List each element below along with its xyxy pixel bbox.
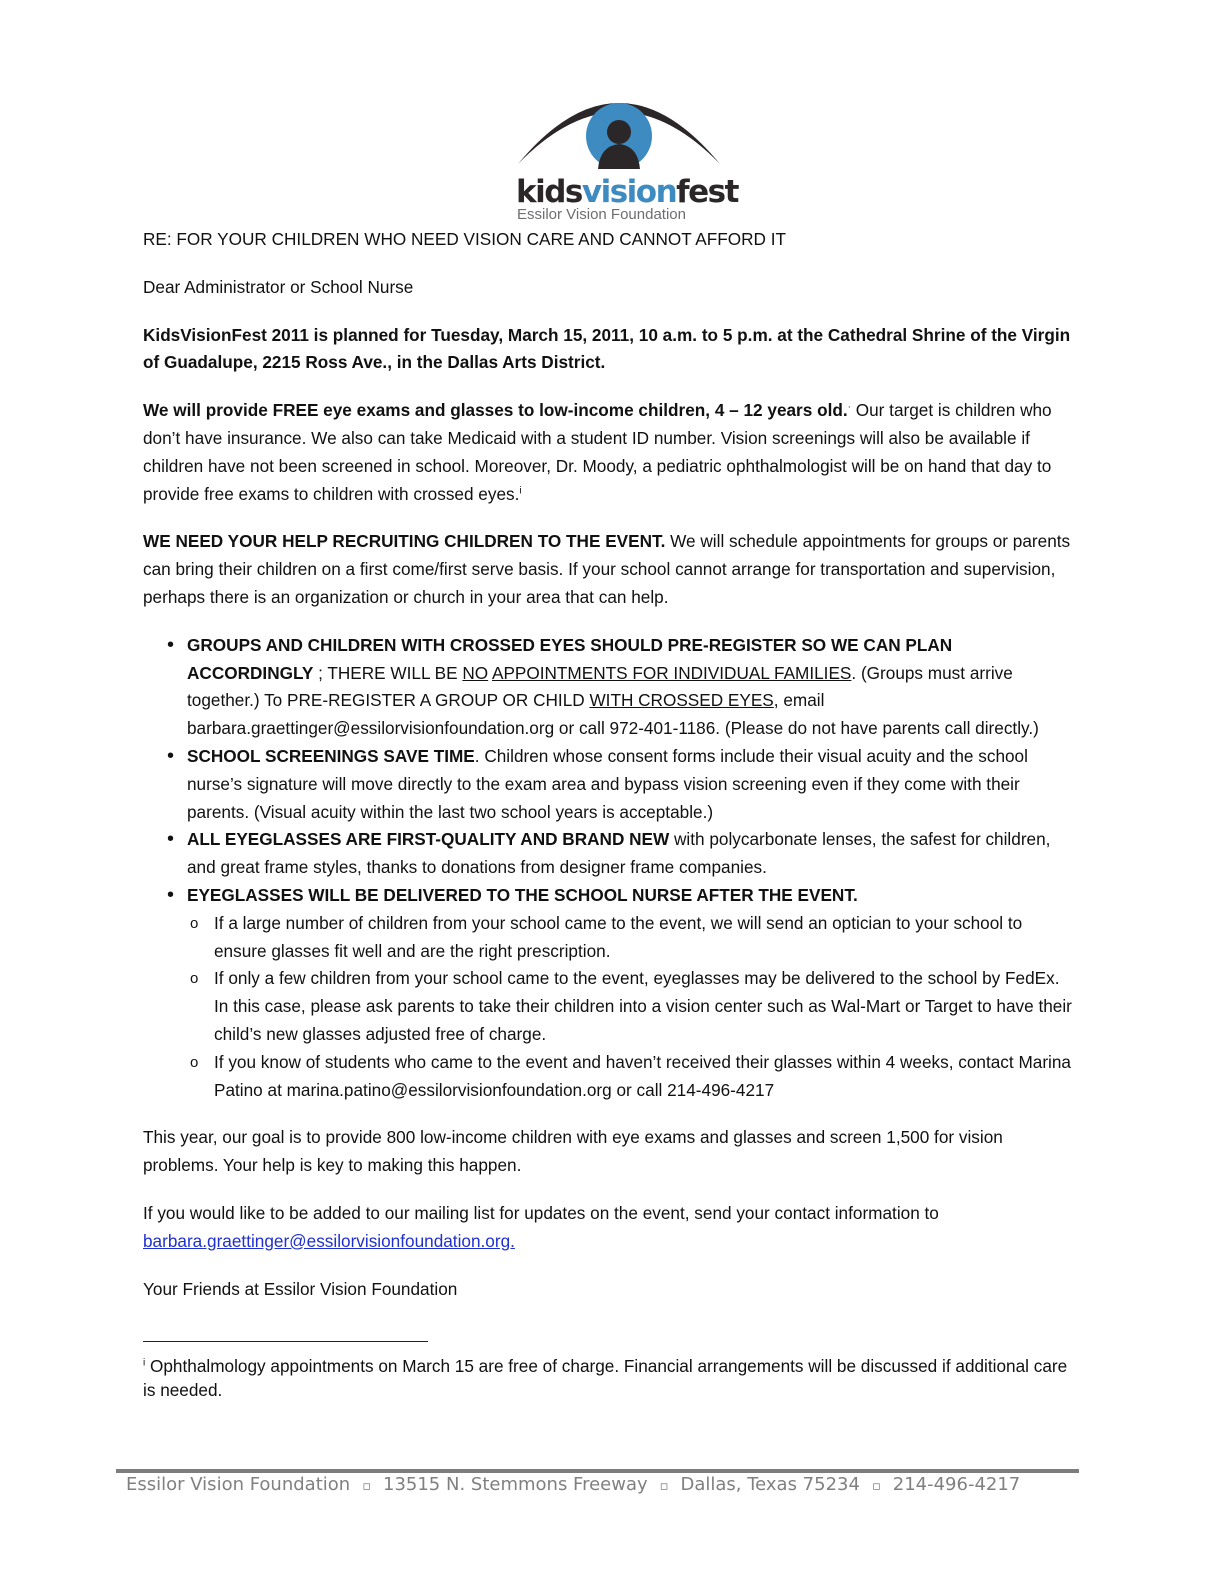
footnote-divider [143, 1341, 428, 1342]
preregister-underline-appointments: APPOINTMENTS FOR INDIVIDUAL FAMILIES [491, 662, 852, 683]
footer-separator: ▫ [362, 1479, 371, 1494]
footer-divider [116, 1469, 1079, 1473]
mailing-paragraph [143, 1200, 1078, 1256]
event-paragraph [143, 322, 1078, 378]
logo-text-vision: vision [581, 174, 677, 210]
mailing-text: If you would like to be added to our mailing list for updates on the event, send your contact information to [143, 1202, 939, 1223]
sublist-item: o If you know of students who came to the event and haven’t received their glasses within 4 weeks, contact Marina Patino at marina.patino@essilorvisionfoundation.org or call 214-496-4217 [187, 1049, 1078, 1105]
letter-body [143, 226, 1078, 1323]
footnote-text: Ophthalmology appointments on March 15 are free of charge. Financial arrangements will be discussed if additional care is needed. [143, 1356, 1068, 1400]
goal-paragraph: This year, our goal is to provide 800 low-income children with eye exams and glasses and screen 1,500 for vision problems. Your help is key to making this happen. [143, 1127, 1003, 1176]
eyeglasses-quality-lead: ALL EYEGLASSES ARE FIRST-QUALITY AND BRAND NEW [187, 829, 670, 850]
logo-text-kids: kids [516, 174, 582, 210]
logo-text-fest: fest [676, 174, 738, 210]
re-line: RE: FOR YOUR CHILDREN WHO NEED VISION CARE AND CANNOT AFFORD IT [143, 229, 787, 249]
help-lead: WE NEED YOUR HELP RECRUITING CHILDREN TO THE EVENT. [143, 531, 666, 552]
help-text: We will schedule appointments for groups or parents can bring their children on a first come/first serve basis. If your school cannot arrange for transportation and supervision, perhaps there is an organization or church in your area that can help. [143, 531, 1071, 607]
logo-head [607, 120, 631, 144]
delivery-lead: EYEGLASSES WILL BE DELIVERED TO THE SCHOOL NURSE AFTER THE EVENT. [187, 884, 858, 905]
logo-tagline: Essilor Vision Foundation [517, 206, 686, 223]
raised-dot: · [847, 401, 851, 413]
free-exams-text: Our target is children who don’t have insurance. We also can take Medicaid with a student ID number. Vision screenings will also be available if children have not been screened in school. Moreover, Dr. Moody, a pediatric ophthalmologist will be on hand that day to provide free exams to children with crossed eyes. [143, 400, 1052, 504]
preregister-text-3: , email barbara.graettinger@essilorvisionfoundation.org or call 972-401-1186. (Please do not have parents call directly.) [187, 690, 1039, 739]
free-exams-paragraph [143, 397, 1078, 508]
event-details: KidsVisionFest 2011 is planned for Tuesday, March 15, 2011, 10 a.m. to 5 p.m. at the Cathedral Shrine of the Virgin of Guadalupe, 2215 Ross Ave., in the Dallas Arts District. [143, 324, 1071, 373]
list-item-preregister [143, 632, 1078, 743]
free-exams-lead: We will provide FREE eye exams and glasses to low-income children, 4 – 12 years old. [143, 400, 848, 421]
salutation: Dear Administrator or School Nurse [143, 276, 414, 297]
delivery-sublist [187, 910, 1078, 1105]
footnote-ref: i [519, 484, 522, 496]
sublist-item: o If a large number of children from your school came to the event, we will send an optician to your school to ensure glasses fit well and are the right prescription. [187, 910, 1078, 966]
screenings-text: . Children whose consent forms include their visual acuity and the school nurse’s signature will move directly to the exam area and bypass vision screening even if they come with their parents. (Visual acuity within the last two school years is acceptable.) [187, 745, 1028, 822]
footer-address: 13515 N. Stemmons Freeway [383, 1474, 648, 1495]
preregister-underline-crossed: WITH CROSSED EYES [589, 690, 774, 711]
list-item-delivery [143, 882, 1078, 1104]
kidsvisionfest-logo [512, 82, 738, 223]
footnote [143, 1354, 1073, 1402]
preregister-lead: GROUPS AND CHILDREN WITH CROSSED EYES SHOULD PRE-REGISTER SO WE CAN PLAN ACCORDINGLY [187, 634, 953, 683]
footnote-marker: i [143, 1357, 146, 1369]
list-item-eyeglasses-quality [143, 826, 1078, 882]
eyeglasses-quality-text: with polycarbonate lenses, the safest for children, and great frame styles, thanks to donations from designer frame companies. [187, 829, 1051, 878]
signoff: Your Friends at Essilor Vision Foundation [143, 1278, 458, 1299]
footer-separator: ▫ [871, 1479, 881, 1494]
info-list [143, 632, 1078, 1105]
footer-phone: 214-496-4217 [892, 1474, 1021, 1495]
screenings-lead: SCHOOL SCREENINGS SAVE TIME [187, 745, 475, 766]
mailing-email-link[interactable]: barbara.graettinger@essilorvisionfoundation.org. [143, 1230, 515, 1251]
footer-org: Essilor Vision Foundation [126, 1474, 351, 1495]
preregister-text-1: ; THERE WILL BE [313, 662, 463, 683]
footer-separator: ▫ [659, 1479, 669, 1494]
svg-text:kidsvisionfest [516, 174, 740, 210]
help-paragraph [143, 528, 1078, 611]
preregister-text-2: . (Groups must arrive together.) To PRE-REGISTER A GROUP OR CHILD [187, 662, 1013, 711]
preregister-underline-no: NO [462, 662, 489, 683]
sublist-item: o If only a few children from your school came to the event, eyeglasses may be delivered to the school by FedEx. In this case, please ask parents to take their children into a vision center such as Wal-Mart or Target to have their child’s new glasses adjusted free of charge. [187, 965, 1078, 1048]
list-item-screenings [143, 743, 1078, 826]
footer-city: Dallas, Texas 75234 [680, 1474, 860, 1495]
footer [126, 1474, 1086, 1495]
